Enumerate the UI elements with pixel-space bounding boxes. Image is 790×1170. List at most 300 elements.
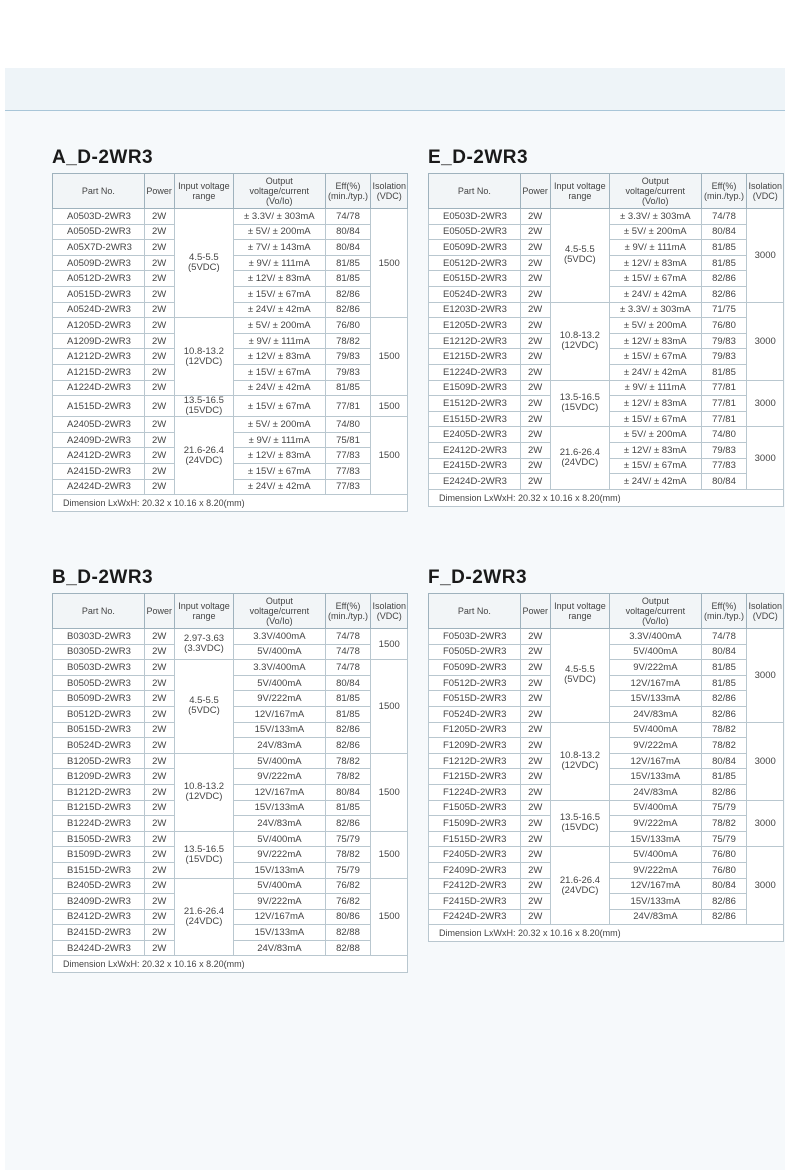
power: 2W <box>144 831 174 847</box>
power: 2W <box>520 349 550 365</box>
power: 2W <box>144 364 174 380</box>
table-row <box>53 831 408 847</box>
output-voltage-current: ± 24V/ ± 42mA <box>234 479 325 495</box>
part-number: F1505D-2WR3 <box>429 800 521 816</box>
output-voltage-current: ± 5V/ ± 200mA <box>610 427 701 443</box>
isolation: 1500 <box>371 396 408 417</box>
output-voltage-current: ± 3.3V/ ± 303mA <box>610 302 701 318</box>
table-row <box>53 417 408 433</box>
output-voltage-current: 3.3V/400mA <box>610 629 701 645</box>
part-number: E0515D-2WR3 <box>429 271 521 287</box>
efficiency: 80/84 <box>701 878 747 894</box>
column-header: Power <box>520 174 550 209</box>
column-header: Isolation (VDC) <box>371 594 408 629</box>
dimension-row <box>429 489 784 506</box>
output-voltage-current: 24V/83mA <box>234 738 325 754</box>
column-header: Power <box>144 174 174 209</box>
power: 2W <box>144 629 174 645</box>
efficiency: 82/86 <box>701 894 747 910</box>
part-number: A0509D-2WR3 <box>53 255 145 271</box>
isolation: 1500 <box>371 417 408 495</box>
efficiency: 81/85 <box>701 660 747 676</box>
output-voltage-current: 5V/400mA <box>234 753 325 769</box>
part-number: E1512D-2WR3 <box>429 396 521 412</box>
isolation: 3000 <box>747 800 784 847</box>
isolation: 3000 <box>747 847 784 925</box>
table-row <box>53 209 408 225</box>
part-number: B1205D-2WR3 <box>53 753 145 769</box>
isolation: 1500 <box>371 209 408 318</box>
part-number: E2405D-2WR3 <box>429 427 521 443</box>
efficiency: 75/79 <box>701 800 747 816</box>
output-voltage-current: ± 5V/ ± 200mA <box>234 417 325 433</box>
part-number: F2409D-2WR3 <box>429 862 521 878</box>
output-voltage-current: 9V/222mA <box>610 738 701 754</box>
efficiency: 80/84 <box>701 644 747 660</box>
dimension-row <box>53 956 408 973</box>
power: 2W <box>520 660 550 676</box>
power: 2W <box>520 240 550 256</box>
power: 2W <box>520 255 550 271</box>
header-row <box>53 594 408 629</box>
part-number: E2424D-2WR3 <box>429 474 521 490</box>
spec-table <box>52 173 408 512</box>
output-voltage-current: ± 24V/ ± 42mA <box>610 364 701 380</box>
output-voltage-current: ± 15V/ ± 67mA <box>234 396 325 417</box>
efficiency: 79/83 <box>325 349 371 365</box>
part-number: F0512D-2WR3 <box>429 675 521 691</box>
power: 2W <box>144 463 174 479</box>
efficiency: 81/85 <box>325 380 371 396</box>
efficiency: 77/81 <box>325 396 371 417</box>
efficiency: 81/85 <box>701 255 747 271</box>
efficiency: 76/82 <box>325 878 371 894</box>
power: 2W <box>144 925 174 941</box>
power: 2W <box>144 448 174 464</box>
part-number: F1224D-2WR3 <box>429 784 521 800</box>
part-number: A05X7D-2WR3 <box>53 240 145 256</box>
power: 2W <box>144 417 174 433</box>
isolation: 1500 <box>371 753 408 831</box>
dimension-note: Dimension LxWxH: 20.32 x 10.16 x 8.20(mm) <box>429 925 784 942</box>
input-voltage-range: 13.5-16.5 (15VDC) <box>174 831 234 878</box>
table-row <box>53 396 408 417</box>
part-number: F0515D-2WR3 <box>429 691 521 707</box>
efficiency: 78/82 <box>701 722 747 738</box>
power: 2W <box>144 396 174 417</box>
output-voltage-current: ± 12V/ ± 83mA <box>610 333 701 349</box>
output-voltage-current: 9V/222mA <box>610 660 701 676</box>
input-voltage-range: 13.5-16.5 (15VDC) <box>550 800 610 847</box>
part-number: A0512D-2WR3 <box>53 271 145 287</box>
efficiency: 77/81 <box>701 411 747 427</box>
output-voltage-current: ± 24V/ ± 42mA <box>234 302 325 318</box>
part-number: F2415D-2WR3 <box>429 894 521 910</box>
output-voltage-current: 5V/400mA <box>234 831 325 847</box>
column-header: Part No. <box>53 174 145 209</box>
top-banner <box>5 68 785 111</box>
efficiency: 81/85 <box>325 255 371 271</box>
efficiency: 82/86 <box>701 784 747 800</box>
section-b <box>52 567 408 973</box>
output-voltage-current: ± 9V/ ± 111mA <box>234 333 325 349</box>
output-voltage-current: ± 5V/ ± 200mA <box>234 318 325 334</box>
output-voltage-current: 15V/133mA <box>610 691 701 707</box>
dimension-note: Dimension LxWxH: 20.32 x 10.16 x 8.20(mm) <box>429 489 784 506</box>
input-voltage-range: 2.97-3.63 (3.3VDC) <box>174 629 234 660</box>
efficiency: 80/84 <box>701 474 747 490</box>
column-header: Isolation (VDC) <box>747 174 784 209</box>
efficiency: 78/82 <box>701 738 747 754</box>
part-number: F2412D-2WR3 <box>429 878 521 894</box>
output-voltage-current: ± 24V/ ± 42mA <box>610 286 701 302</box>
part-number: A2424D-2WR3 <box>53 479 145 495</box>
output-voltage-current: ± 12V/ ± 83mA <box>234 349 325 365</box>
part-number: B2409D-2WR3 <box>53 894 145 910</box>
power: 2W <box>144 862 174 878</box>
output-voltage-current: 9V/222mA <box>234 894 325 910</box>
part-number: E0509D-2WR3 <box>429 240 521 256</box>
power: 2W <box>144 753 174 769</box>
table-row <box>53 660 408 676</box>
part-number: F1205D-2WR3 <box>429 722 521 738</box>
efficiency: 82/86 <box>325 816 371 832</box>
table-row <box>53 753 408 769</box>
isolation: 3000 <box>747 302 784 380</box>
dimension-note: Dimension LxWxH: 20.32 x 10.16 x 8.20(mm) <box>53 956 408 973</box>
power: 2W <box>520 442 550 458</box>
efficiency: 71/75 <box>701 302 747 318</box>
output-voltage-current: ± 15V/ ± 67mA <box>234 463 325 479</box>
isolation: 3000 <box>747 722 784 800</box>
efficiency: 74/80 <box>701 427 747 443</box>
input-voltage-range: 10.8-13.2 (12VDC) <box>550 722 610 800</box>
part-number: A2415D-2WR3 <box>53 463 145 479</box>
output-voltage-current: ± 12V/ ± 83mA <box>234 271 325 287</box>
section-title: E_D-2WR3 <box>428 147 529 168</box>
power: 2W <box>520 894 550 910</box>
efficiency: 78/82 <box>325 333 371 349</box>
table-row <box>429 629 784 645</box>
part-number: F0509D-2WR3 <box>429 660 521 676</box>
power: 2W <box>520 909 550 925</box>
isolation: 1500 <box>371 878 408 956</box>
section-e <box>428 147 784 507</box>
power: 2W <box>144 847 174 863</box>
power: 2W <box>520 474 550 490</box>
efficiency: 76/80 <box>325 318 371 334</box>
column-header: Output voltage/current (Vo/Io) <box>234 594 325 629</box>
power: 2W <box>520 271 550 287</box>
part-number: B2412D-2WR3 <box>53 909 145 925</box>
power: 2W <box>144 940 174 956</box>
section-title: B_D-2WR3 <box>52 567 154 588</box>
section-title: F_D-2WR3 <box>428 567 528 588</box>
part-number: B2405D-2WR3 <box>53 878 145 894</box>
part-number: E1515D-2WR3 <box>429 411 521 427</box>
isolation: 1500 <box>371 831 408 878</box>
output-voltage-current: 5V/400mA <box>610 847 701 863</box>
column-header: Eff(%) (min./typ.) <box>325 174 371 209</box>
power: 2W <box>144 706 174 722</box>
input-voltage-range: 4.5-5.5 (5VDC) <box>550 629 610 723</box>
part-number: F0503D-2WR3 <box>429 629 521 645</box>
output-voltage-current: 12V/167mA <box>610 878 701 894</box>
power: 2W <box>144 380 174 396</box>
spec-table <box>428 173 784 507</box>
power: 2W <box>144 691 174 707</box>
output-voltage-current: 15V/133mA <box>234 800 325 816</box>
part-number: F0524D-2WR3 <box>429 706 521 722</box>
output-voltage-current: 24V/83mA <box>610 909 701 925</box>
efficiency: 75/79 <box>701 831 747 847</box>
power: 2W <box>520 286 550 302</box>
part-number: B1224D-2WR3 <box>53 816 145 832</box>
efficiency: 75/79 <box>325 862 371 878</box>
power: 2W <box>144 800 174 816</box>
efficiency: 82/86 <box>701 706 747 722</box>
table-row <box>53 318 408 334</box>
output-voltage-current: ± 12V/ ± 83mA <box>610 442 701 458</box>
power: 2W <box>144 722 174 738</box>
power: 2W <box>144 816 174 832</box>
output-voltage-current: 9V/222mA <box>610 816 701 832</box>
output-voltage-current: ± 24V/ ± 42mA <box>234 380 325 396</box>
part-number: A0515D-2WR3 <box>53 286 145 302</box>
part-number: F1212D-2WR3 <box>429 753 521 769</box>
table-row <box>429 800 784 816</box>
efficiency: 74/78 <box>325 660 371 676</box>
output-voltage-current: ± 15V/ ± 67mA <box>234 364 325 380</box>
output-voltage-current: 3.3V/400mA <box>234 629 325 645</box>
power: 2W <box>520 427 550 443</box>
part-number: F1509D-2WR3 <box>429 816 521 832</box>
column-header: Isolation (VDC) <box>747 594 784 629</box>
efficiency: 79/83 <box>701 442 747 458</box>
output-voltage-current: 9V/222mA <box>234 691 325 707</box>
column-header: Input voltage range <box>550 174 609 209</box>
part-number: B0505D-2WR3 <box>53 675 145 691</box>
output-voltage-current: ± 7V/ ± 143mA <box>234 240 325 256</box>
power: 2W <box>144 271 174 287</box>
part-number: A1215D-2WR3 <box>53 364 145 380</box>
power: 2W <box>520 816 550 832</box>
part-number: B0512D-2WR3 <box>53 706 145 722</box>
efficiency: 78/82 <box>325 753 371 769</box>
power: 2W <box>520 769 550 785</box>
part-number: A0505D-2WR3 <box>53 224 145 240</box>
efficiency: 78/82 <box>325 769 371 785</box>
part-number: F1215D-2WR3 <box>429 769 521 785</box>
efficiency: 74/78 <box>701 629 747 645</box>
section-title: A_D-2WR3 <box>52 147 154 168</box>
efficiency: 76/80 <box>701 318 747 334</box>
output-voltage-current: 3.3V/400mA <box>234 660 325 676</box>
output-voltage-current: 12V/167mA <box>610 675 701 691</box>
efficiency: 81/85 <box>701 240 747 256</box>
efficiency: 77/83 <box>325 463 371 479</box>
table-row <box>429 427 784 443</box>
efficiency: 82/86 <box>701 271 747 287</box>
input-voltage-range: 10.8-13.2 (12VDC) <box>174 318 233 396</box>
header-row <box>429 594 784 629</box>
part-number: A1205D-2WR3 <box>53 318 145 334</box>
power: 2W <box>144 660 174 676</box>
part-number: B1209D-2WR3 <box>53 769 145 785</box>
power: 2W <box>520 302 550 318</box>
part-number: F1515D-2WR3 <box>429 831 521 847</box>
efficiency: 81/85 <box>325 706 371 722</box>
section-a <box>52 147 408 512</box>
output-voltage-current: ± 15V/ ± 67mA <box>610 349 701 365</box>
part-number: A0503D-2WR3 <box>53 209 145 225</box>
part-number: A2405D-2WR3 <box>53 417 145 433</box>
part-number: F2424D-2WR3 <box>429 909 521 925</box>
power: 2W <box>520 738 550 754</box>
efficiency: 75/79 <box>325 831 371 847</box>
efficiency: 80/86 <box>325 909 371 925</box>
power: 2W <box>144 240 174 256</box>
power: 2W <box>520 224 550 240</box>
power: 2W <box>520 691 550 707</box>
efficiency: 82/86 <box>325 738 371 754</box>
output-voltage-current: ± 12V/ ± 83mA <box>610 396 701 412</box>
efficiency: 82/86 <box>325 302 371 318</box>
efficiency: 74/78 <box>325 644 371 660</box>
output-voltage-current: 9V/222mA <box>610 862 701 878</box>
efficiency: 82/86 <box>701 691 747 707</box>
output-voltage-current: 12V/167mA <box>610 753 701 769</box>
isolation: 1500 <box>371 318 408 396</box>
power: 2W <box>520 862 550 878</box>
power: 2W <box>520 318 550 334</box>
output-voltage-current: 9V/222mA <box>234 847 325 863</box>
efficiency: 77/81 <box>701 380 747 396</box>
power: 2W <box>520 333 550 349</box>
column-header: Part No. <box>429 174 521 209</box>
dimension-note: Dimension LxWxH: 20.32 x 10.16 x 8.20(mm) <box>53 495 408 512</box>
power: 2W <box>144 333 174 349</box>
efficiency: 74/78 <box>325 209 371 225</box>
output-voltage-current: ± 5V/ ± 200mA <box>610 318 701 334</box>
power: 2W <box>520 722 550 738</box>
efficiency: 80/84 <box>701 753 747 769</box>
efficiency: 82/88 <box>325 940 371 956</box>
power: 2W <box>144 909 174 925</box>
input-voltage-range: 21.6-26.4 (24VDC) <box>174 878 234 956</box>
efficiency: 75/81 <box>325 432 371 448</box>
power: 2W <box>144 769 174 785</box>
isolation: 1500 <box>371 660 408 754</box>
efficiency: 82/86 <box>701 286 747 302</box>
part-number: E2412D-2WR3 <box>429 442 521 458</box>
efficiency: 78/82 <box>325 847 371 863</box>
part-number: E0524D-2WR3 <box>429 286 521 302</box>
output-voltage-current: 15V/133mA <box>610 831 701 847</box>
header-row <box>53 174 408 209</box>
power: 2W <box>520 831 550 847</box>
output-voltage-current: 12V/167mA <box>234 909 325 925</box>
power: 2W <box>520 753 550 769</box>
column-header: Eff(%) (min./typ.) <box>701 594 747 629</box>
column-header: Power <box>520 594 550 629</box>
table-row <box>429 380 784 396</box>
efficiency: 80/84 <box>325 224 371 240</box>
efficiency: 80/84 <box>325 675 371 691</box>
output-voltage-current: ± 12V/ ± 83mA <box>234 448 325 464</box>
power: 2W <box>520 878 550 894</box>
section-f <box>428 567 784 942</box>
output-voltage-current: 5V/400mA <box>234 878 325 894</box>
output-voltage-current: 24V/83mA <box>234 940 325 956</box>
efficiency: 77/83 <box>325 479 371 495</box>
input-voltage-range: 21.6-26.4 (24VDC) <box>174 417 233 495</box>
power: 2W <box>520 380 550 396</box>
input-voltage-range: 10.8-13.2 (12VDC) <box>550 302 609 380</box>
power: 2W <box>144 675 174 691</box>
column-header: Isolation (VDC) <box>371 174 408 209</box>
power: 2W <box>144 349 174 365</box>
power: 2W <box>520 784 550 800</box>
column-header: Input voltage range <box>174 174 233 209</box>
output-voltage-current: 9V/222mA <box>234 769 325 785</box>
power: 2W <box>144 318 174 334</box>
output-voltage-current: 5V/400mA <box>610 800 701 816</box>
efficiency: 74/78 <box>325 629 371 645</box>
output-voltage-current: ± 5V/ ± 200mA <box>610 224 701 240</box>
column-header: Eff(%) (min./typ.) <box>701 174 747 209</box>
part-number: B2415D-2WR3 <box>53 925 145 941</box>
power: 2W <box>520 800 550 816</box>
part-number: E2415D-2WR3 <box>429 458 521 474</box>
column-header: Part No. <box>429 594 521 629</box>
input-voltage-range: 10.8-13.2 (12VDC) <box>174 753 234 831</box>
output-voltage-current: 15V/133mA <box>234 862 325 878</box>
spec-table <box>428 593 784 942</box>
input-voltage-range: 4.5-5.5 (5VDC) <box>174 209 233 318</box>
part-number: E1509D-2WR3 <box>429 380 521 396</box>
isolation: 3000 <box>747 380 784 427</box>
efficiency: 82/86 <box>325 722 371 738</box>
power: 2W <box>144 479 174 495</box>
part-number: A1209D-2WR3 <box>53 333 145 349</box>
part-number: A1212D-2WR3 <box>53 349 145 365</box>
input-voltage-range: 13.5-16.5 (15VDC) <box>550 380 609 427</box>
part-number: F2405D-2WR3 <box>429 847 521 863</box>
efficiency: 79/83 <box>701 333 747 349</box>
output-voltage-current: ± 3.3V/ ± 303mA <box>234 209 325 225</box>
part-number: E1212D-2WR3 <box>429 333 521 349</box>
input-voltage-range: 4.5-5.5 (5VDC) <box>550 209 609 303</box>
efficiency: 81/85 <box>701 675 747 691</box>
part-number: F1209D-2WR3 <box>429 738 521 754</box>
power: 2W <box>144 302 174 318</box>
output-voltage-current: ± 3.3V/ ± 303mA <box>610 209 701 225</box>
power: 2W <box>520 706 550 722</box>
efficiency: 76/80 <box>701 862 747 878</box>
power: 2W <box>144 224 174 240</box>
table-row <box>53 878 408 894</box>
column-header: Eff(%) (min./typ.) <box>325 594 371 629</box>
part-number: B0509D-2WR3 <box>53 691 145 707</box>
output-voltage-current: ± 5V/ ± 200mA <box>234 224 325 240</box>
output-voltage-current: 5V/400mA <box>610 722 701 738</box>
efficiency: 82/86 <box>701 909 747 925</box>
efficiency: 74/80 <box>325 417 371 433</box>
part-number: E1224D-2WR3 <box>429 364 521 380</box>
part-number: B1505D-2WR3 <box>53 831 145 847</box>
part-number: B0303D-2WR3 <box>53 629 145 645</box>
